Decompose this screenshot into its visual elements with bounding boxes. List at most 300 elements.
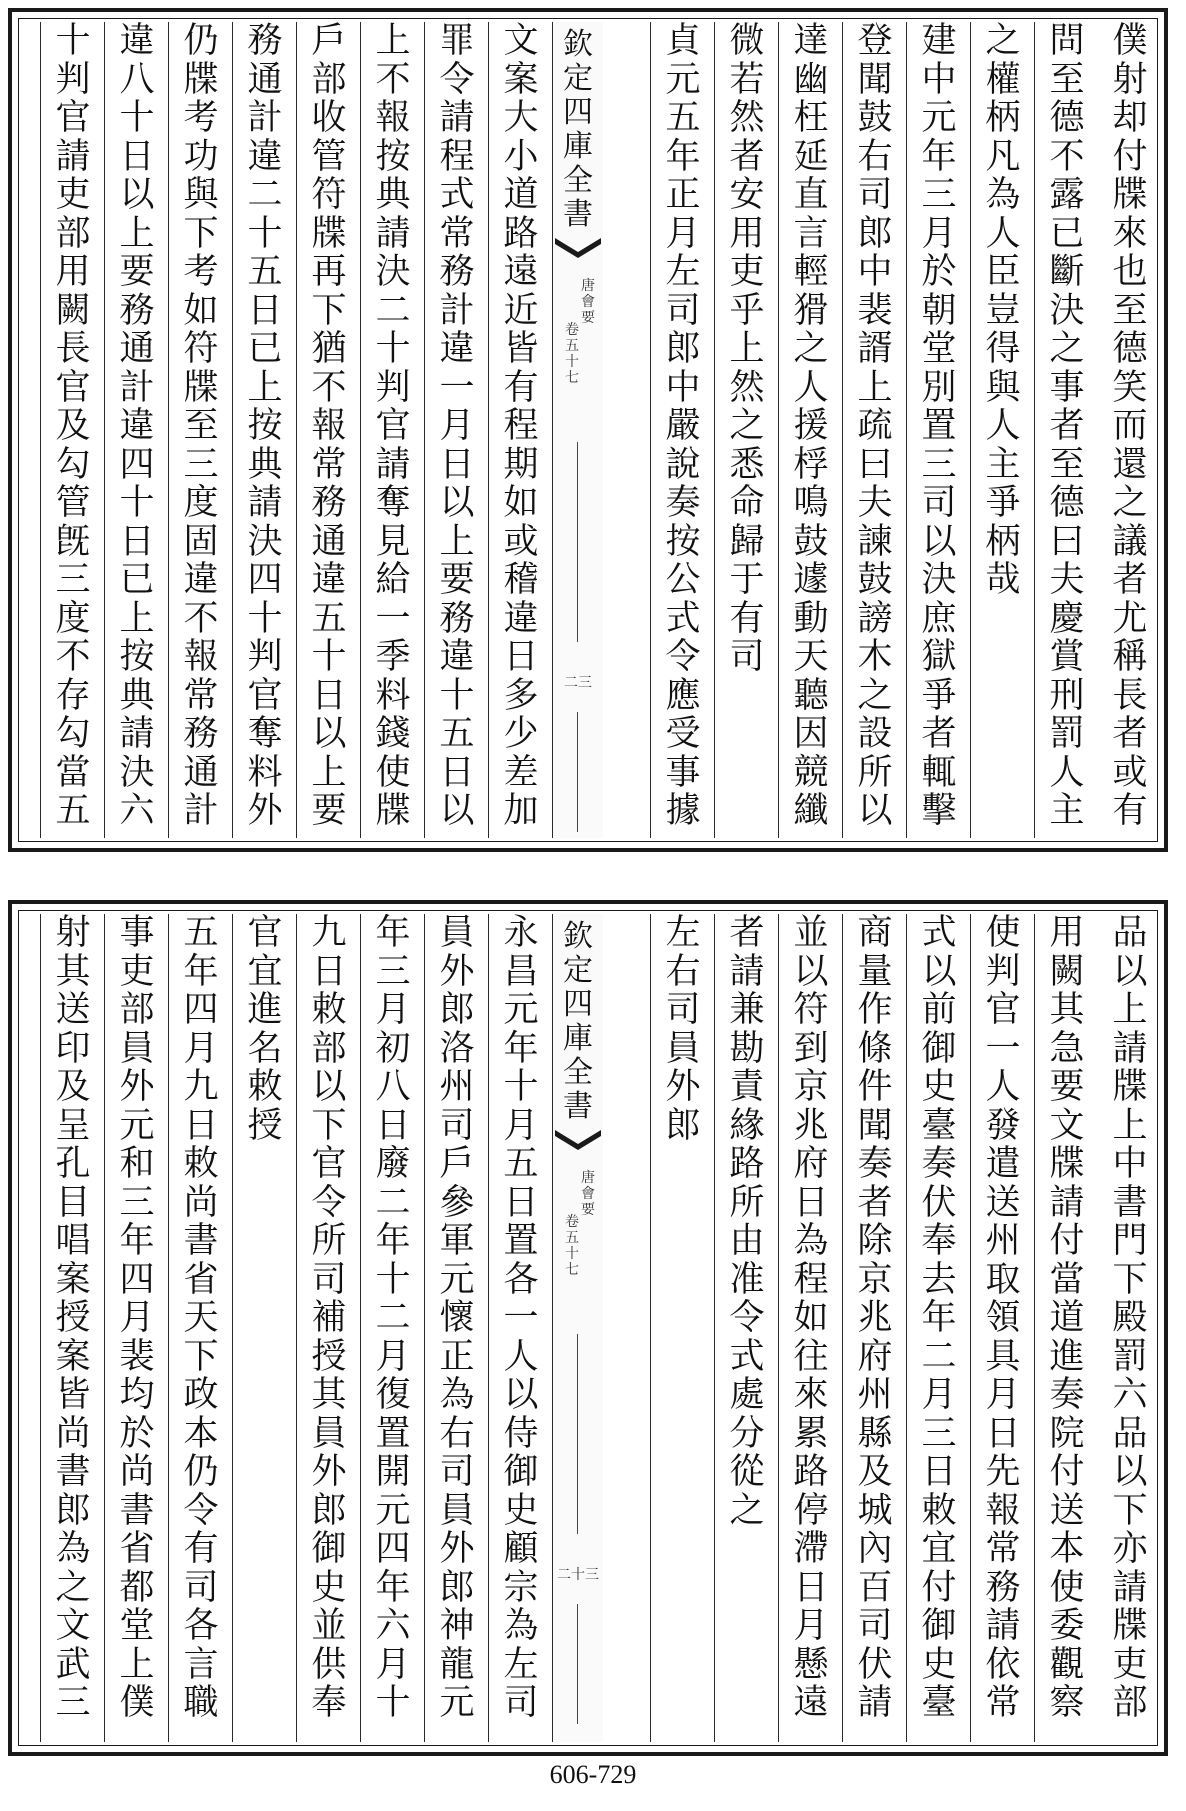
- glyph: 付: [921, 1567, 957, 1608]
- glyph: 之: [729, 406, 765, 446]
- glyph: 要: [311, 791, 347, 831]
- glyph: 年: [119, 1221, 155, 1261]
- glyph: 上: [439, 521, 475, 562]
- glyph: 之: [55, 1567, 91, 1608]
- glyph: 命: [729, 483, 765, 523]
- glyph: 月: [503, 1105, 539, 1146]
- glyph: 符: [183, 329, 219, 369]
- glyph: 御: [921, 1606, 957, 1646]
- glyph: 程: [503, 406, 539, 446]
- glyph: 之: [1049, 329, 1085, 369]
- glyph: 月: [921, 213, 957, 254]
- glyph: 登: [857, 22, 893, 61]
- glyph: 日: [985, 1413, 1021, 1454]
- glyph: 人: [985, 213, 1021, 254]
- glyph: 府: [857, 1336, 893, 1377]
- glyph: 司: [311, 1259, 347, 1300]
- glyph: 常: [183, 675, 219, 716]
- glyph: 年: [665, 136, 701, 177]
- glyph: 下: [311, 290, 347, 331]
- glyph: 京: [857, 1259, 893, 1300]
- glyph: 置: [921, 406, 957, 446]
- glyph: 至: [1049, 444, 1085, 485]
- glyph: 付: [1049, 1221, 1085, 1261]
- glyph: 三: [921, 444, 957, 485]
- glyph: 及: [857, 1452, 893, 1492]
- glyph: 供: [311, 1644, 347, 1685]
- glyph: 以: [921, 951, 957, 992]
- glyph: 四: [183, 990, 219, 1030]
- glyph: 言: [183, 1644, 219, 1685]
- glyph: 皆: [55, 1375, 91, 1415]
- glyph: 路: [503, 213, 539, 254]
- glyph: 伏: [857, 1644, 893, 1685]
- glyph: 敕: [247, 1067, 283, 1107]
- banner-volume: [555, 322, 589, 386]
- glyph: 十: [119, 483, 155, 523]
- glyph: 初: [375, 1028, 411, 1069]
- glyph: 累: [793, 1413, 829, 1454]
- glyph: 司: [921, 483, 957, 523]
- glyph: 牒: [1112, 1067, 1148, 1107]
- glyph: 御: [921, 1028, 957, 1069]
- text-column: [970, 914, 1035, 1742]
- glyph: 准: [729, 1259, 765, 1300]
- glyph: 員: [119, 1028, 155, 1069]
- glyph: 一: [985, 1028, 1021, 1069]
- glyph: 判: [375, 367, 411, 408]
- margin-banner: [552, 22, 603, 838]
- banner-volume: [555, 1214, 589, 1278]
- glyph: 宗: [503, 1567, 539, 1608]
- glyph: 聽: [793, 675, 829, 716]
- banner-subtitle: [571, 278, 605, 326]
- glyph: 十: [247, 598, 283, 639]
- glyph: 往: [793, 1336, 829, 1377]
- glyph: 史: [503, 1490, 539, 1531]
- banner-rule: [577, 712, 578, 832]
- glyph: 以: [439, 483, 475, 523]
- glyph: 夫: [1049, 560, 1085, 600]
- glyph: 左: [665, 252, 701, 292]
- glyph: 夫: [857, 483, 893, 523]
- glyph: 爭: [985, 483, 1021, 523]
- glyph: 發: [985, 1105, 1021, 1146]
- glyph: 僕: [119, 1683, 155, 1723]
- glyph: 元: [375, 1490, 411, 1531]
- glyph: 正: [439, 1336, 475, 1377]
- glyph: 除: [857, 1221, 893, 1261]
- glyph: 為: [55, 1529, 91, 1569]
- glyph: 少: [503, 714, 539, 754]
- glyph: 以: [439, 791, 475, 831]
- glyph: 三: [921, 1413, 957, 1454]
- glyph: 五: [439, 714, 475, 754]
- glyph: 十: [565, 1246, 579, 1262]
- glyph: 曰: [1049, 521, 1085, 562]
- glyph: 司: [183, 1567, 219, 1608]
- glyph: 郎: [55, 1490, 91, 1531]
- glyph: 文: [503, 22, 539, 61]
- glyph: 僕: [1112, 22, 1148, 61]
- glyph: 官: [55, 98, 91, 138]
- glyph: 十: [439, 675, 475, 716]
- glyph: 五: [565, 1230, 579, 1246]
- glyph: 聞: [857, 1105, 893, 1146]
- glyph: 不: [1049, 136, 1085, 177]
- glyph: 司: [857, 1606, 893, 1646]
- glyph: 請: [247, 483, 283, 523]
- glyph: 與: [985, 367, 1021, 408]
- glyph: 其: [311, 1375, 347, 1415]
- glyph: 御: [311, 1529, 347, 1569]
- glyph: 悉: [729, 444, 765, 485]
- glyph: 通: [311, 521, 347, 562]
- glyph: 目: [55, 1182, 91, 1223]
- glyph: 院: [1049, 1413, 1085, 1454]
- glyph: 欽: [563, 27, 593, 62]
- glyph: 為: [503, 1606, 539, 1646]
- glyph: 旣: [55, 521, 91, 562]
- glyph: 庫: [563, 1021, 593, 1056]
- glyph: 上: [375, 22, 411, 61]
- glyph: 唐: [581, 1170, 595, 1186]
- glyph: 分: [729, 1413, 765, 1454]
- glyph: 年: [503, 1028, 539, 1069]
- glyph: 府: [793, 1144, 829, 1184]
- glyph: 及: [55, 1067, 91, 1107]
- glyph: 謗: [857, 598, 893, 639]
- glyph: 式: [439, 175, 475, 215]
- glyph: 用: [729, 213, 765, 254]
- glyph: 來: [793, 1375, 829, 1415]
- glyph: 職: [183, 1683, 219, 1723]
- glyph: 務: [247, 22, 283, 61]
- glyph: 三: [119, 1182, 155, 1223]
- glyph: 授: [311, 1336, 347, 1377]
- glyph: 得: [985, 329, 1021, 369]
- glyph: 部: [311, 1028, 347, 1069]
- glyph: 之: [729, 1490, 765, 1531]
- glyph: 元: [439, 1683, 475, 1723]
- glyph: 以: [793, 951, 829, 992]
- glyph: 柄: [985, 521, 1021, 562]
- glyph: 諝: [857, 329, 893, 369]
- glyph: 決: [1049, 290, 1085, 331]
- glyph: 不: [55, 637, 91, 677]
- glyph: 外: [311, 1452, 347, 1492]
- glyph: 牒: [311, 213, 347, 254]
- glyph: 吏: [1112, 1644, 1148, 1685]
- glyph: 卷: [565, 322, 579, 338]
- glyph: 件: [857, 1067, 893, 1107]
- glyph: 為: [985, 175, 1021, 215]
- glyph: 日: [793, 1567, 829, 1608]
- glyph: 據: [665, 791, 701, 831]
- glyph: 季: [375, 637, 411, 677]
- text-column: [1098, 22, 1162, 838]
- glyph: 遣: [985, 1144, 1021, 1184]
- glyph: 上: [857, 367, 893, 408]
- glyph: 已: [119, 560, 155, 600]
- glyph: 文: [1049, 1105, 1085, 1146]
- glyph: 大: [503, 98, 539, 138]
- text-column: [650, 914, 715, 1742]
- glyph: 本: [1049, 1529, 1085, 1569]
- glyph: 所: [311, 1221, 347, 1261]
- glyph: 量: [857, 951, 893, 992]
- glyph: 侍: [503, 1413, 539, 1454]
- glyph: 也: [1112, 252, 1148, 292]
- text-column: [714, 22, 779, 838]
- glyph: 請: [119, 714, 155, 754]
- glyph: 者: [1112, 560, 1148, 600]
- glyph: 通: [119, 329, 155, 369]
- glyph: 若: [729, 59, 765, 100]
- text-column: [714, 914, 779, 1742]
- glyph: 下: [183, 1336, 219, 1377]
- glyph: 下: [311, 1105, 347, 1146]
- glyph: 參: [439, 1182, 475, 1223]
- glyph: 有: [729, 598, 765, 639]
- glyph: 直: [793, 175, 829, 215]
- glyph: 上: [119, 213, 155, 254]
- glyph: 月: [439, 406, 475, 446]
- glyph: 進: [1049, 1336, 1085, 1377]
- text-column: [842, 914, 907, 1742]
- glyph: 言: [793, 213, 829, 254]
- glyph: 常: [985, 1683, 1021, 1723]
- glyph: 十: [247, 213, 283, 254]
- glyph: 報: [985, 1490, 1021, 1531]
- glyph: 三: [183, 444, 219, 485]
- text-column: [296, 914, 361, 1742]
- glyph: 以: [921, 521, 957, 562]
- glyph: 日: [921, 1452, 957, 1492]
- glyph: 復: [375, 1375, 411, 1415]
- glyph: 政: [183, 1375, 219, 1415]
- glyph: 令: [311, 1182, 347, 1223]
- glyph: 上: [311, 752, 347, 793]
- glyph: 符: [311, 175, 347, 215]
- glyph: 五: [503, 1144, 539, 1184]
- glyph: 按: [665, 521, 701, 562]
- glyph: 兆: [793, 1105, 829, 1146]
- banner-leaf-number: 二十三: [557, 1567, 599, 1583]
- glyph: 務: [439, 598, 475, 639]
- glyph: 料: [247, 752, 283, 793]
- glyph: 決: [247, 521, 283, 562]
- glyph: 郎: [857, 213, 893, 254]
- glyph: 功: [183, 136, 219, 177]
- glyph: 司: [857, 175, 893, 215]
- glyph: 達: [793, 22, 829, 61]
- glyph: 稽: [503, 560, 539, 600]
- glyph: 二: [247, 175, 283, 215]
- glyph: 十: [503, 1067, 539, 1107]
- glyph: 部: [55, 213, 91, 254]
- glyph: 遠: [793, 1683, 829, 1723]
- glyph: 為: [793, 1221, 829, 1261]
- glyph: 司: [729, 637, 765, 677]
- glyph: 牒: [1049, 1144, 1085, 1184]
- glyph: 賞: [1049, 637, 1085, 677]
- glyph: 商: [857, 914, 893, 953]
- glyph: 三: [55, 560, 91, 600]
- glyph: 朝: [921, 290, 957, 331]
- glyph: 十: [119, 98, 155, 138]
- glyph: 已: [247, 329, 283, 369]
- glyph: 永: [503, 914, 539, 953]
- glyph: 五: [183, 914, 219, 953]
- text-column: [970, 22, 1035, 838]
- glyph: 七: [565, 370, 579, 386]
- glyph: 依: [985, 1644, 1021, 1685]
- glyph: 六: [1112, 1375, 1148, 1415]
- glyph: 伏: [921, 1182, 957, 1223]
- glyph: 年: [183, 951, 219, 992]
- glyph: 露: [1049, 175, 1085, 215]
- glyph: 其: [55, 951, 91, 992]
- glyph: 程: [793, 1259, 829, 1300]
- glyph: 違: [247, 136, 283, 177]
- glyph: 以: [1112, 951, 1148, 992]
- glyph: 授: [55, 1298, 91, 1338]
- glyph: 議: [1112, 521, 1148, 562]
- glyph: 並: [793, 914, 829, 953]
- glyph: 慶: [1049, 598, 1085, 639]
- glyph: 十: [375, 329, 411, 369]
- glyph: 勘: [729, 1028, 765, 1069]
- glyph: 德: [1049, 98, 1085, 138]
- glyph: 洛: [439, 1028, 475, 1069]
- glyph: 罰: [1112, 1336, 1148, 1377]
- glyph: 違: [439, 637, 475, 677]
- glyph: 乎: [729, 290, 765, 331]
- glyph: 月: [793, 1606, 829, 1646]
- glyph: 書: [563, 1089, 593, 1124]
- glyph: 十: [55, 22, 91, 61]
- glyph: 受: [665, 714, 701, 754]
- glyph: 六: [375, 1606, 411, 1646]
- glyph: 奏: [665, 483, 701, 523]
- text-column: [40, 914, 105, 1742]
- glyph: 判: [247, 637, 283, 677]
- glyph: 柄: [985, 98, 1021, 138]
- glyph: 緣: [729, 1105, 765, 1146]
- glyph: 書: [119, 1490, 155, 1531]
- text-column: [424, 22, 489, 838]
- glyph: 請: [1112, 1028, 1148, 1069]
- glyph: 下: [183, 213, 219, 254]
- glyph: 仍: [183, 1452, 219, 1492]
- glyph: 主: [985, 444, 1021, 485]
- glyph: 日: [311, 951, 347, 992]
- glyph: 上: [1112, 1105, 1148, 1146]
- glyph: 日: [439, 444, 475, 485]
- glyph: 月: [375, 1336, 411, 1377]
- glyph: 鼓: [793, 521, 829, 562]
- glyph: 六: [119, 791, 155, 831]
- glyph: 置: [503, 1221, 539, 1261]
- glyph: 決: [119, 752, 155, 793]
- glyph: 唱: [55, 1221, 91, 1261]
- glyph: 置: [375, 1413, 411, 1454]
- glyph: 程: [439, 136, 475, 177]
- glyph: 牒: [183, 59, 219, 100]
- glyph: 枉: [793, 98, 829, 138]
- glyph: 堂: [119, 1606, 155, 1646]
- glyph: 五: [311, 598, 347, 639]
- glyph: 料: [375, 675, 411, 716]
- glyph: 中: [1112, 1144, 1148, 1184]
- glyph: 付: [1112, 136, 1148, 177]
- glyph: 員: [439, 914, 475, 953]
- glyph: 中: [665, 367, 701, 408]
- glyph: 按: [247, 406, 283, 446]
- glyph: 使: [985, 914, 1021, 953]
- glyph: 官: [247, 914, 283, 953]
- glyph: 考: [183, 98, 219, 138]
- glyph: 四: [119, 444, 155, 485]
- glyph: 天: [793, 637, 829, 677]
- text-column: [906, 22, 971, 838]
- glyph: 安: [729, 175, 765, 215]
- glyph: 式: [921, 914, 957, 953]
- glyph: 用: [1049, 914, 1085, 953]
- glyph: 日: [503, 1182, 539, 1223]
- glyph: 計: [247, 98, 283, 138]
- glyph: 城: [857, 1490, 893, 1531]
- glyph: 如: [503, 483, 539, 523]
- glyph: 印: [55, 1028, 91, 1069]
- banner-subtitle: [571, 1170, 605, 1218]
- glyph: 由: [729, 1221, 765, 1261]
- glyph: 元: [921, 98, 957, 138]
- glyph: 長: [55, 329, 91, 369]
- glyph: 管: [55, 483, 91, 523]
- text-column: [778, 914, 843, 1742]
- glyph: 二: [375, 290, 411, 331]
- glyph: 案: [55, 1259, 91, 1300]
- glyph: 其: [1049, 990, 1085, 1030]
- glyph: 部: [119, 990, 155, 1030]
- banner-rule: [577, 1334, 578, 1534]
- glyph: 二: [375, 1182, 411, 1223]
- fishtail-ornament-icon: [553, 1128, 603, 1150]
- glyph: 遽: [793, 560, 829, 600]
- glyph: 條: [857, 1028, 893, 1069]
- glyph: 諫: [857, 521, 893, 562]
- glyph: 責: [729, 1067, 765, 1107]
- glyph: 奏: [857, 1144, 893, 1184]
- glyph: 路: [729, 1144, 765, 1184]
- glyph: 史: [921, 1067, 957, 1107]
- glyph: 左: [665, 914, 701, 953]
- glyph: 敕: [921, 1490, 957, 1531]
- glyph: 要: [581, 310, 595, 326]
- glyph: 加: [503, 791, 539, 831]
- glyph: 請: [1049, 1182, 1085, 1223]
- glyph: 多: [503, 675, 539, 716]
- glyph: 所: [729, 1182, 765, 1223]
- glyph: 軍: [439, 1221, 475, 1261]
- glyph: 十: [565, 354, 579, 370]
- glyph: 務: [985, 1567, 1021, 1608]
- glyph: 五: [247, 252, 283, 292]
- glyph: 奪: [247, 714, 283, 754]
- glyph: 近: [503, 290, 539, 331]
